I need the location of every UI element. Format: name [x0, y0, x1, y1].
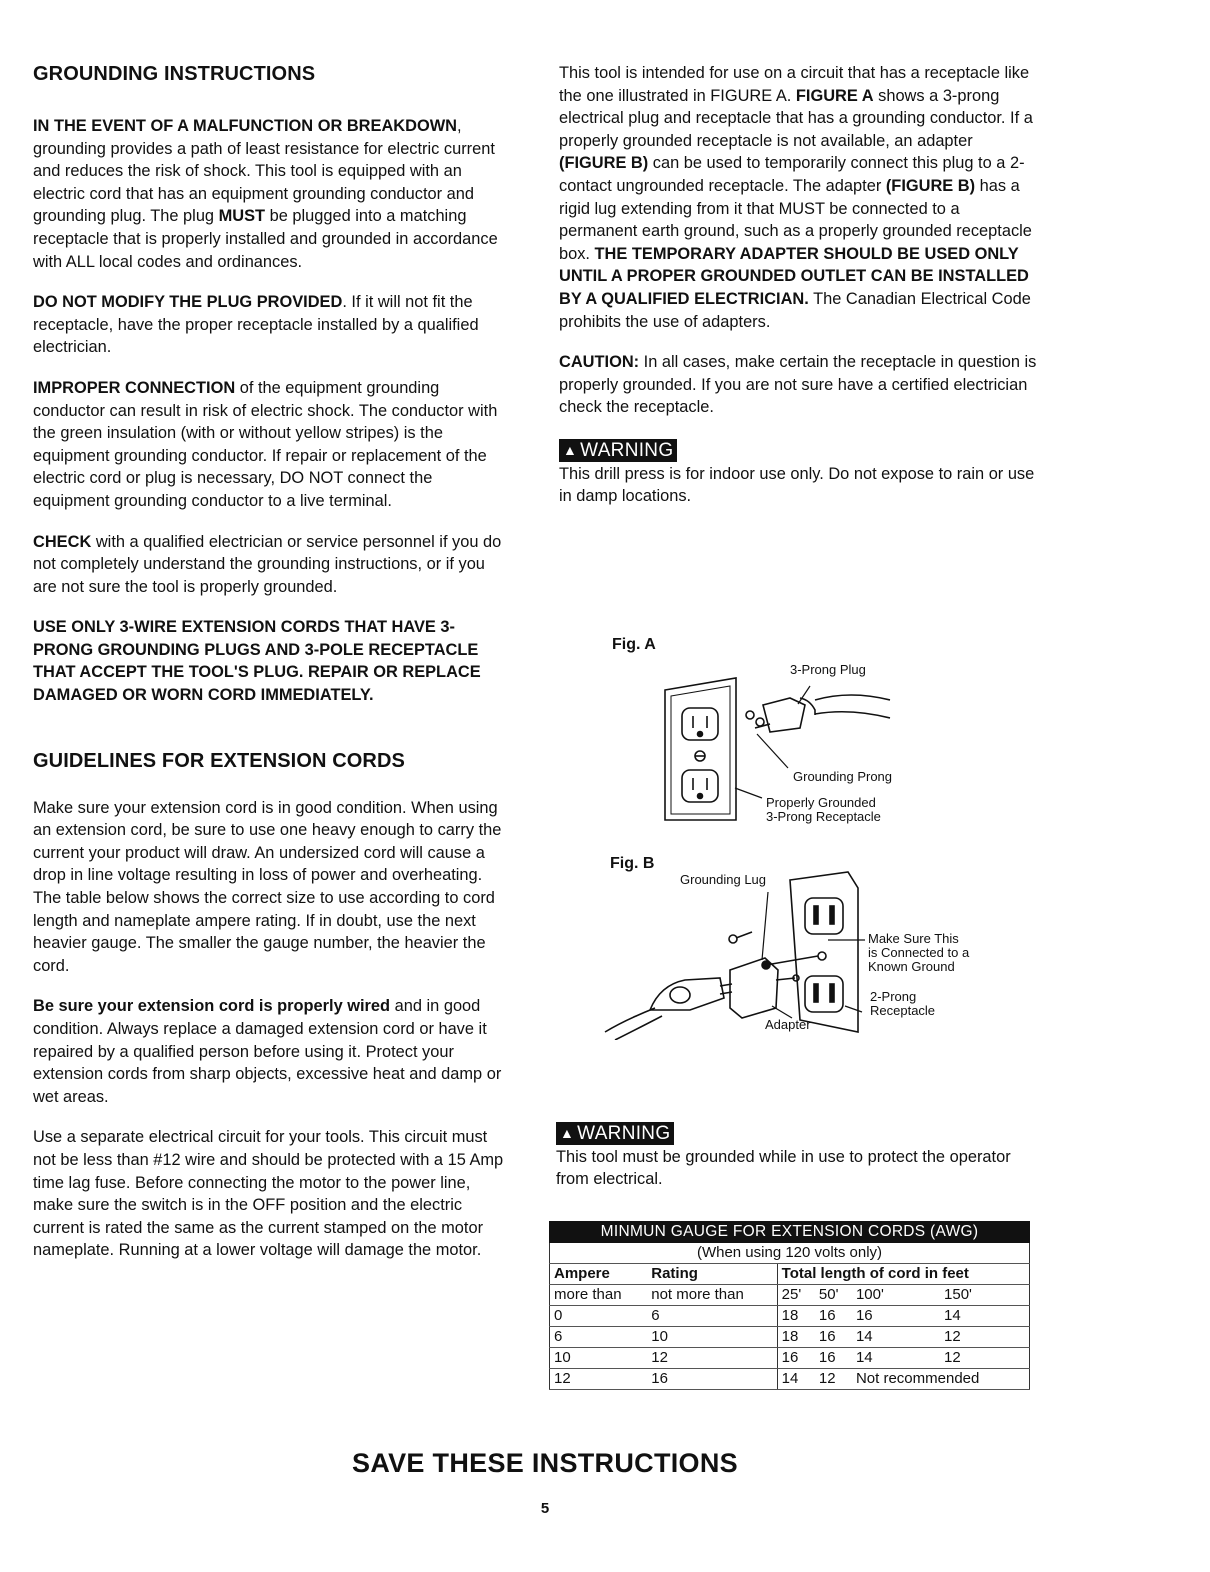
callout-properly-grounded	[766, 796, 881, 824]
do-not-modify-text: . If it will not fit the receptacle, have the proper receptacle installed by a qualified electrician.	[33, 293, 479, 357]
improper-connection-paragraph	[33, 377, 513, 513]
malfunction-paragraph	[33, 115, 513, 273]
warning-triangle-icon: ▲	[560, 1125, 575, 1141]
gauge-table-subtitle: (When using 120 volts only)	[550, 1243, 1030, 1264]
cell-gauge: 12	[815, 1369, 852, 1390]
do-not-modify-paragraph	[33, 291, 513, 359]
wall-plate-icon	[665, 678, 736, 820]
warning-badge-2	[556, 1122, 674, 1145]
guidelines-heading: GUIDELINES FOR EXTENSION CORDS	[33, 749, 405, 772]
extension-cord-condition-paragraph: Make sure your extension cord is in good condition. When using an extension cord, be sure to use one heavy enough to carry the current your product will draw. An undersized cord will cause a drop in line voltage resulting in loss of power and overheating. The table below shows the correct size to use according to cord length and nameplate ampere rating. If in doubt, use the next heavier gauge. The smaller the gauge number, the heavier the cord.	[33, 798, 502, 975]
table-row	[550, 1306, 1030, 1327]
callout-line: Receptacle	[870, 1003, 936, 1018]
warning-grounded-text: This tool must be grounded while in use to protect the operator from electrical.	[556, 1147, 1011, 1189]
circuit-intro-paragraph	[559, 62, 1039, 333]
figure-b-ref-2: (FIGURE B)	[885, 176, 976, 195]
callout-adapter: Adapter	[765, 1017, 811, 1032]
cell-more: 0	[550, 1306, 648, 1327]
gauge-table-title: MINMUN GAUGE FOR EXTENSION CORDS (AWG)	[550, 1222, 1030, 1243]
caution-label: CAUTION:	[559, 353, 640, 372]
length-50: 50'	[815, 1285, 852, 1306]
callout-grounding-prong: Grounding Prong	[793, 769, 893, 784]
warning-2-block	[556, 1122, 1036, 1191]
cell-notmore: 16	[647, 1369, 777, 1390]
cell-gauge: 12	[940, 1348, 1029, 1369]
warning-badge-1	[559, 439, 677, 462]
properly-wired-text: and in good condition. Always replace a damaged extension cord or have it repaired by a qualified person before using it. Protect your extension cords from sharp objects, excessive heat and damp or wet areas.	[33, 997, 502, 1106]
right-column	[559, 62, 1039, 508]
callout-known-ground	[868, 932, 969, 974]
cell-not-recommended: Not recommended	[852, 1369, 1030, 1390]
header-total-length: Total length of cord in feet	[777, 1264, 1029, 1285]
separate-circuit-paragraph: Use a separate electrical circuit for your tools. This circuit must not be less than #12 wire and should be protected with a 15 Amp time lag fuse. Before connecting the motor to the power line, make sure the switch is in the OFF position and the electric current is rated the same as the current stamped on the motor nameplate. Running at a lower voltage will damage the motor.	[33, 1128, 504, 1260]
callout-line: Properly Grounded	[766, 795, 876, 810]
cell-gauge: 12	[940, 1327, 1029, 1348]
col-not-more-than: not more than	[647, 1285, 777, 1306]
check-text: with a qualified electrician or service personnel if you do not completely understand the grounding instructions, or if you are not sure the tool is properly grounded.	[33, 532, 502, 596]
plug-cord-icon	[605, 978, 732, 1040]
circuit-intro-text: This tool is intended for use on a circuit that has a receptacle like the one illustrated in FIGURE A.	[559, 64, 1030, 105]
figure-b-ref-1: (FIGURE B)	[559, 154, 649, 173]
circuit-intro-text-3: can be used to temporarily connect this plug to a 2-contact ungrounded receptacle. The adapter	[559, 154, 1025, 195]
callout-grounding-lug: Grounding Lug	[680, 872, 767, 887]
malfunction-text: , grounding provides a path of least resistance for electric current and reduces the risk of shock. This tool is equipped with an electric cord that has an equipment grounding conductor and grounding plug. The plug	[33, 117, 495, 226]
callout-line: Make Sure This	[868, 931, 959, 946]
warning-triangle-icon: ▲	[563, 441, 578, 458]
warning-badge-label: WARNING	[580, 439, 674, 461]
length-25: 25'	[777, 1285, 815, 1306]
warning-indoor-text: This drill press is for indoor use only. Do not expose to rain or use in damp locations.	[559, 464, 1035, 506]
malfunction-text-2: be plugged into a matching receptacle that is properly installed and grounded in accordance with ALL local codes and ordinances.	[33, 207, 498, 271]
three-prong-plug-icon	[746, 695, 890, 732]
malfunction-bold: IN THE EVENT OF A MALFUNCTION OR BREAKDOWN	[33, 117, 458, 135]
table-row	[550, 1327, 1030, 1348]
page-number: 5	[540, 1500, 550, 1517]
cell-more: 12	[550, 1369, 648, 1390]
save-these-instructions: SAVE THESE INSTRUCTIONS	[352, 1448, 738, 1478]
cell-notmore: 6	[647, 1306, 777, 1327]
cell-gauge: 18	[777, 1327, 815, 1348]
check-paragraph	[33, 531, 513, 599]
cell-gauge: 16	[777, 1348, 815, 1369]
properly-wired-paragraph	[33, 995, 513, 1108]
table-row	[550, 1369, 1030, 1390]
callout-2-prong-receptacle	[870, 990, 935, 1018]
callout-3-prong-plug: 3-Prong Plug	[790, 662, 866, 677]
header-rating: Rating	[647, 1264, 777, 1285]
grounding-instructions-heading: GROUNDING INSTRUCTIONS	[33, 63, 316, 85]
two-prong-wall-plate-icon	[790, 872, 858, 1032]
left-column	[33, 62, 513, 1262]
fig-b-label: Fig. B	[610, 855, 655, 872]
improper-connection-bold: IMPROPER CONNECTION	[33, 378, 236, 397]
caution-paragraph	[559, 351, 1039, 419]
properly-wired-bold: Be sure your extension cord is properly wired	[33, 997, 391, 1016]
cell-notmore: 10	[647, 1327, 777, 1348]
caution-text: In all cases, make certain the receptacle in question is properly grounded. If you are not sure have a certified electrician check the receptacle.	[559, 353, 1037, 417]
cell-gauge: 14	[852, 1348, 940, 1369]
callout-line: 2-Prong	[870, 989, 917, 1004]
must-bold: MUST	[218, 207, 266, 226]
improper-connection-text: of the equipment grounding conductor can result in risk of electric shock. The conductor with the green insulation (with or without yellow stripes) is the equipment grounding conductor. If repair or replacement of the electric cord or plug is necessary, DO NOT connect the equipment grounding conductor to a live terminal.	[33, 378, 498, 510]
circuit-intro-text-2: shows a 3-prong electrical plug and receptacle that has a grounding conductor. If a properly grounded receptacle is not available, an adapter	[559, 86, 1033, 150]
cell-more: 6	[550, 1327, 648, 1348]
figure-a-ref: FIGURE A	[795, 86, 874, 105]
cell-gauge: 14	[777, 1369, 815, 1390]
use-only-3-wire-paragraph: USE ONLY 3-WIRE EXTENSION CORDS THAT HAVE 3-PRONG GROUNDING PLUGS AND 3-POLE RECEPTACLE THAT ACCEPT THE TOOL'S PLUG. REPAIR OR REPLACE DAMAGED OR WORN CORD IMMEDIATELY.	[33, 618, 481, 705]
cell-gauge: 16	[815, 1327, 852, 1348]
check-bold: CHECK	[33, 532, 92, 551]
cell-gauge: 16	[815, 1348, 852, 1369]
cell-notmore: 12	[647, 1348, 777, 1369]
canadian-code-text: The Canadian Electrical Code prohibits the use of adapters.	[559, 289, 1031, 331]
callout-line: is Connected to a	[868, 945, 970, 960]
do-not-modify-bold: DO NOT MODIFY THE PLUG PROVIDED	[33, 293, 343, 312]
cell-gauge: 16	[852, 1306, 940, 1327]
table-row	[550, 1348, 1030, 1369]
cell-gauge: 14	[852, 1327, 940, 1348]
cell-more: 10	[550, 1348, 648, 1369]
cell-gauge: 14	[940, 1306, 1029, 1327]
temporary-adapter-bold: THE TEMPORARY ADAPTER SHOULD BE USED ONLY UNTIL A PROPER GROUNDED OUTLET CAN BE INSTALLED BY A QUALIFIED ELECTRICIAN.	[559, 244, 1029, 308]
gauge-table	[549, 1221, 1030, 1390]
length-100: 100'	[852, 1285, 940, 1306]
warning-badge-label: WARNING	[577, 1123, 671, 1144]
fig-a-label: Fig. A	[612, 636, 656, 653]
col-more-than: more than	[550, 1285, 648, 1306]
cell-gauge: 16	[815, 1306, 852, 1327]
callout-line: 3-Prong Receptacle	[766, 809, 881, 824]
length-150: 150'	[940, 1285, 1029, 1306]
callout-line: Known Ground	[868, 959, 955, 974]
circuit-intro-text-4: has a rigid lug extending from it that MUST be connected to a permanent earth ground, such as a properly grounded receptacle box.	[559, 176, 1032, 263]
header-ampere: Ampere	[550, 1264, 648, 1285]
cell-gauge: 18	[777, 1306, 815, 1327]
